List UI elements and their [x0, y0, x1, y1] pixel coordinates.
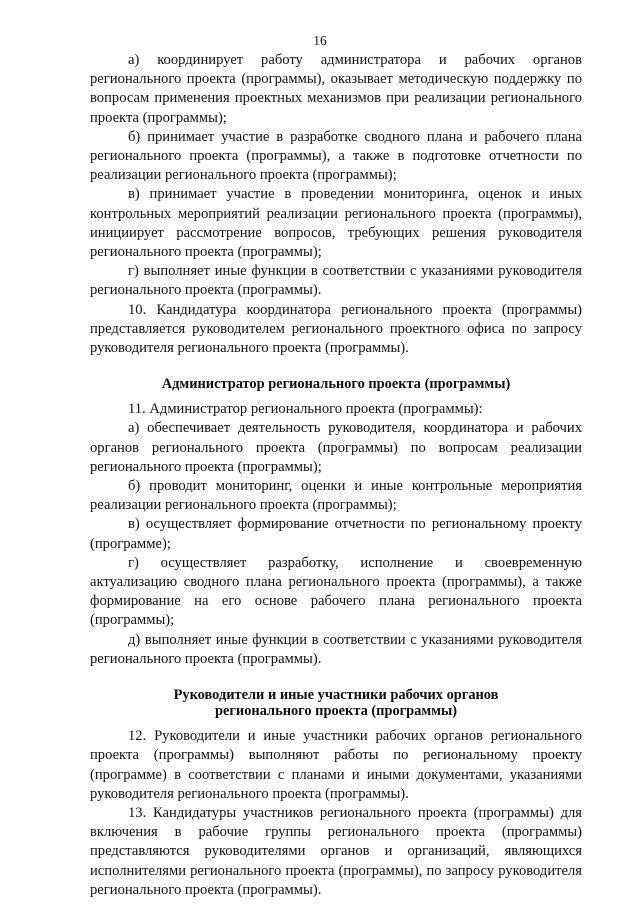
paragraph-item-d: г) выполняет иные функции в соответствии с указаниями руководителя регионального проекта (программы). [90, 263, 582, 299]
paragraph-clause-13: 13. Кандидатуры участников регионального проекта (программы) для включения в рабочие группы регионального проекта (программы) представляются руководителями органов и организаций, являющихся исполнителями регионального проекта (программы), по запросу руководителя регионального проекта (программы). [90, 804, 582, 898]
paragraph-item-c: в) принимает участие в проведении мониторинга, оценок и иных контрольных мероприятий реализации регионального проекта (программы), инициирует рассмотрение вопросов, требующих решения руководителя регионального проекта (программы); [90, 186, 582, 261]
paragraph-admin-item-b: б) проводит мониторинг, оценки и иные контрольные мероприятия реализации регионального проекта (программы); [90, 478, 582, 514]
section-heading-members [90, 687, 582, 719]
page-number: 16 [313, 33, 327, 48]
paragraph-admin-item-a: а) обеспечивает деятельность руководителя, координатора и рабочих органов регионального проекта (программы) по вопросам реализации регионального проекта (программы); [90, 420, 582, 475]
page-content [90, 51, 582, 900]
paragraph-clause-11: 11. Администратор регионального проекта (программы): [128, 401, 483, 418]
paragraph-clause-10: 10. Кандидатура координатора регионального проекта (программы) представляется руководителем регионального проектного офиса по запросу руководителя регионального проекта (программы). [90, 301, 582, 357]
paragraph-admin-item-d: г) осуществляет разработку, исполнение и своевременную актуализацию сводного плана регионального проекта (программы), а также формирование на его основе рабочего плана регионального проекта (программы); [90, 554, 582, 629]
paragraph-clause-12: 12. Руководители и иные участники рабочих органов регионального проекта (программы) выполняют работы по региональному проекту (программе) в соответствии с планами и иными документами, указаниями руководителя регионального проекта (программы). [90, 728, 582, 802]
section-heading-members-line-2: регионального проекта (программы) [214, 703, 458, 720]
section-heading-administrator: Администратор регионального проекта (программы) [161, 376, 511, 393]
section-heading-members-line-1: Руководители и иные участники рабочих органов [173, 687, 499, 704]
paragraph-admin-item-c: в) осуществляет формирование отчетности по региональному проекту (программе); [90, 516, 582, 552]
paragraph-admin-item-e: д) выполняет иные функции в соответствии с указаниями руководителя регионального проекта (программы). [90, 631, 582, 667]
paragraph-item-b: б) принимает участие в разработке сводного плана и рабочего плана регионального проекта (программы), а также в подготовке отчетности по реализации регионального проекта (программы); [90, 128, 582, 184]
paragraph-item-a: а) координирует работу администратора и рабочих органов регионального проекта (программы), оказывает методическую поддержку по вопросам применения проектных механизмов при реализации регионального проекта (программы); [90, 52, 582, 126]
